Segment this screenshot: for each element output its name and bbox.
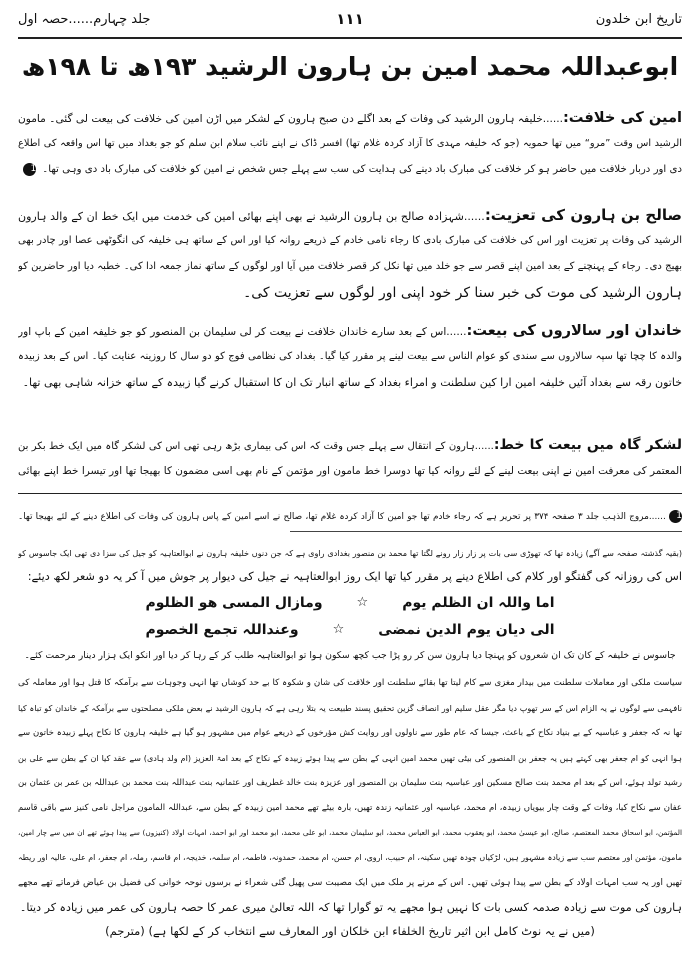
line-text: ......ہارون کے انتقال سے پہلے جس وقت کہ اس کی بیماری بڑھ رہی تھی اس کی لشکر گاہ میں ایک خط بکر بن [18, 441, 494, 452]
paragraph-line: (بقیہ گذشتہ صفحہ سے آگے) زیادہ تھا کہ تھوڑی سی بات پر زار زار رونے لگتا تھا محمد بن منصور بغدادی راوی ہے کہ جن دنوں خلیفہ ہارون نے ابوالعتاہیہ کو جیل کی سزا دی تھی ایک جاسوس کو [18, 548, 682, 558]
volume-label: جلد چہارم......حصہ اول [18, 12, 151, 27]
star-icon: ☆ [332, 622, 345, 637]
page-header [18, 8, 682, 36]
line-text: المعتمر کی معرفت امین نے اپنی بیعت لینے کے لئے روانہ کیا تھا دوسرا خط مامون اور مؤتمن کے نام بھی اسی مضمون کا بھیجا تھا اور تیسرا خط اپنے بھائی [18, 465, 682, 477]
line-text: ......اس کے بعد سارے خاندان خلافت نے بیعت کر لی سلیمان بن المنصور کو جو خلیفہ امین کے باپ اور [18, 326, 467, 338]
paragraph-line: اس کی روزانہ کی گفتگو اور کلام کی اطلاع دینے پر مقرر کیا تھا ایک روز ابوالعتاہیہ نے جیل کی دیوار پر جوش میں آ کر یہ دو شعر لکھ دیئے: [27, 570, 682, 583]
paragraph-line: ہارون کی موت سے زیادہ صدمہ کسی بات کا نہیں ہوا مجھے یہ تو گوارا تھا کہ اللہ تعالیٰ میری عمر کا حصہ ہارون کی عمر میں زیادہ کر دیتا۔ [19, 901, 682, 914]
verse-hemistich-left: ومازال المسی ھو الظلوم [145, 595, 323, 611]
section-heading: صالح بن ہارون کی تعزیت: [484, 206, 682, 224]
verse-line [18, 618, 682, 642]
paragraph-line: عفان سے نکاح کیا، وفات کے وقت چار بیویاں زبیدہ، ام محمد، عباسیہ اور عثمانیہ زندہ تھیں، بارہ بیٹے تھے محمد امین زبیدہ کے بطن سے، عبداللہ المامون مراجل نامی کنیز سے باقی قاسم [18, 803, 682, 813]
footnote [18, 507, 682, 527]
chapter-title: ابوعبداللہ محمد امین بن ہارون الرشید ۱۹۳ھ تا ۱۹۸ھ [21, 52, 679, 81]
paragraph-line [18, 132, 682, 156]
verse-hemistich-right: اما واللہ ان الظلم یوم [402, 595, 555, 611]
continuation-divider [290, 531, 682, 532]
section-heading: لشکر گاہ میں بیعت کا خط: [493, 437, 682, 453]
paragraph-line: تھا نہ کہ جعفر و عباسیہ کے بے بنیاد نکاح کے باعث، جیسا کہ عام طور سے ناولوں اور روایت کش مؤرخوں کے ذریعے عوام میں مشہور ہو گیا ہے خلیفہ ہارون کا نکاح پہلے زبیدہ خاتون سے [18, 728, 682, 738]
paragraph-line: جاسوس نے خلیفہ کے کان تک ان شعروں کو پہنچا دیا ہارون سن کر رو پڑا جب کچھ سکون ہوا تو ابوالعتاہیہ طلب کر کے رہا کر دیا اور انکو ایک ہزار دینار مرحمت کئے۔ [24, 650, 676, 661]
line-text: ہارون الرشید کی موت کی خبر سنا کر خود اپنی اور لوگوں سے تعزیت کی۔ [243, 285, 682, 301]
star-icon: ☆ [356, 595, 369, 610]
paragraph-line: المؤتمن، ابو اسحاق محمد المعتصم، صالح، ابو عیسیٰ محمد، ابو یعقوب محمد، ابو العباس محمد، ابو سلیمان محمد، ابو علی محمد، ابو محمد اور ابو احمد، امہات اولاد (کنیزوں) سے پیدا ہوئے تھے ان میں سے چار امین، [18, 828, 682, 837]
line-text: خاتون رقہ سے بغداد آئیں خلیفہ امین ارا کین سلطنت و امراء بغداد کے ساتھ انبار تک ان کا استقبال کرنے گیا زبیدہ کے ساتھ خزانہ شاہی بھی تھا۔ [22, 376, 682, 389]
line-text: ......شہزادہ صالح بن ہارون الرشید نے بھی اپنے بھائی امین کی خدمت میں ایک خط ان کے والد ہارون [18, 210, 485, 223]
footnote-divider [18, 493, 682, 494]
footnote-marker: 1 [23, 163, 36, 176]
paragraph-line: سیاست ملکی اور معاملات سلطنت میں بیدار مغزی سے کام لیتا تھا بقائے سلطنت اور خلافت کی شان و شکوہ کا بے حد کوشاں تھا انہی وجوہات سے برآمکہ کا قتل ہوا اور معاملہ کی [18, 678, 682, 688]
verse-hemistich-right: الی دیان یوم الدین نمضی [378, 622, 555, 638]
closing-note: (میں نے یہ نوٹ کامل ابن اثیر تاریخ الخلفاء ابن خلکان اور المعارف سے انتخاب کر کے لکھا ہے) (مترجم) [105, 924, 595, 938]
footnote-marker: 1 [669, 510, 682, 523]
paragraph-line [18, 459, 682, 483]
header-divider [18, 37, 682, 39]
verse-hemistich-left: وعنداللہ تجمع الخصوم [145, 622, 299, 638]
paragraph-line: نافہمی سے لوگوں نے یہ الزام اس کے سر تھوپ دیا مگر عقل سلیم اور انصاف گزین تحقیق پسند طبیعت یہ بتلا رہی ہے کہ ہارون الرشید نے بعض ملکی مصلحتوں سے برآمکہ کے خاندان کو تباہ کیا [18, 703, 682, 713]
line-text: ......خلیفہ ہارون الرشید کی وفات کے بعد اگلے دن صبح ہارون کے لشکر میں اڑن امین کی خلافت کی بیعت لی گئی۔ مامون [18, 113, 563, 125]
line-text: الرشید کی وفات پر تعزیت اور اس کی خلافت کی مبارک بادی کا رجاء نامی خادم کے ذریعے روانہ کیا اور اس کے ساتھ ہی خلیفہ کی انگوٹھی عصا اور چادر بھی [18, 235, 682, 246]
paragraph-line: مامون، مؤتمن اور معتصم سب سے زیادہ مشہور ہیں، لڑکیاں چودہ تھیں سکینہ، ام حبیب، اروی، ام حسن، ام محمد، حمدونہ، فاطمہ، ام سلمہ، خدیجہ، ام قاسم، رملہ، ام جعفر، ام علی، عالیہ اور ریطہ [18, 853, 682, 862]
paragraph-line: رشید تولد ہوئے، اس کے بعد ام محمد بنت صالح مسکین اور عباسیہ بنت سلیمان بن المنصور اور عزیزہ بنت خالد غطریف اور عثمانیہ بنت عبداللہ بنت محمد بن عبداللہ بن عمر بن عثمان بن [18, 778, 682, 788]
paragraph-line [18, 371, 682, 395]
paragraph-line [18, 158, 682, 182]
footnote-text: ......مروج الذہب جلد ۳ صفحہ ۳۷۴ پر تحریر ہے کہ رجاء خادم تھا جو امین کا آزاد کردہ غلام تھا، صالح نے اسے امین کے پاس ہارون کی وفات کی اطلاع دینے کے لئے بھیجا تھا۔ [18, 512, 666, 522]
paragraph-line [18, 229, 682, 253]
paragraph-line [18, 433, 682, 457]
paragraph-line [18, 255, 682, 279]
verse-line [18, 591, 682, 615]
paragraph-line [18, 203, 682, 227]
line-text: والدہ کا چچا تھا سپہ سالاروں سے سندی کو عوام الناس سے بیعت لینے پر مقرر کیا گیا۔ بغداد کی نظامی فوج کو دو سال کا روزینہ عنایت کیا۔ اس کے بعد زبیدہ [18, 351, 682, 362]
paragraph-line [18, 319, 682, 343]
paragraph-line: ہوا انہی کو ام جعفر بھی کہتے ہیں یہ جعفر بن المنصور کی بیٹی تھیں محمد امین انہی کے بطن سے پیدا ہوئے زبیدہ کے نکاح کے بعد امۃ العزیز (ام ولد ہادی) سے عقد کیا ان کے بطن سے علی بن [18, 753, 682, 763]
line-text: الرشید اس وقت ”مرو“ میں تھا حمویہ (جو کہ خلیفہ مہدی کا آزاد کردہ غلام تھا) افسر ڈاک نے اپنے نائب سلام ابن سلم کو جو بغداد میں تھا اس واقعہ کی اطلاع [18, 138, 682, 149]
paragraph-line [18, 281, 682, 305]
section-heading: امین کی خلافت: [562, 109, 682, 126]
page-number: ۱۱۱ [336, 10, 364, 28]
line-text: دی اور دربار خلافت میں حاضر ہو کر خلافت کی مبارک باد دینے کی ہدایت کی سب سے پہلے جس شخص نے امین کو خلافت کی مبارک باد دی وہی تھا۔ [42, 164, 682, 175]
paragraph-line [18, 106, 682, 130]
section-heading: خاندان اور سالاروں کی بیعت: [466, 322, 682, 339]
book-title: تاریخ ابن خلدون [595, 12, 682, 27]
paragraph-line: تھیں اور یہ سب امہات اولاد کے بطن سے پیدا ہوئی تھیں۔ اس کے مرنے پر ملک میں ایک مصیبت سی پھیل گئی شعراء نے برسوں نوحہ خوانی کی فضیل بن عیاض فرماتے تھے مجھے [18, 878, 682, 888]
paragraph-line [18, 345, 682, 369]
line-text: بھیج دی۔ رجاء کے پہنچنے کے بعد امین اپنے قصر سے جو خلد میں تھا نکل کر قصر خلافت میں آیا اور لوگوں کے ساتھ نماز جمعہ ادا کی۔ خطبہ دیا اور حاضرین کو [18, 261, 682, 272]
